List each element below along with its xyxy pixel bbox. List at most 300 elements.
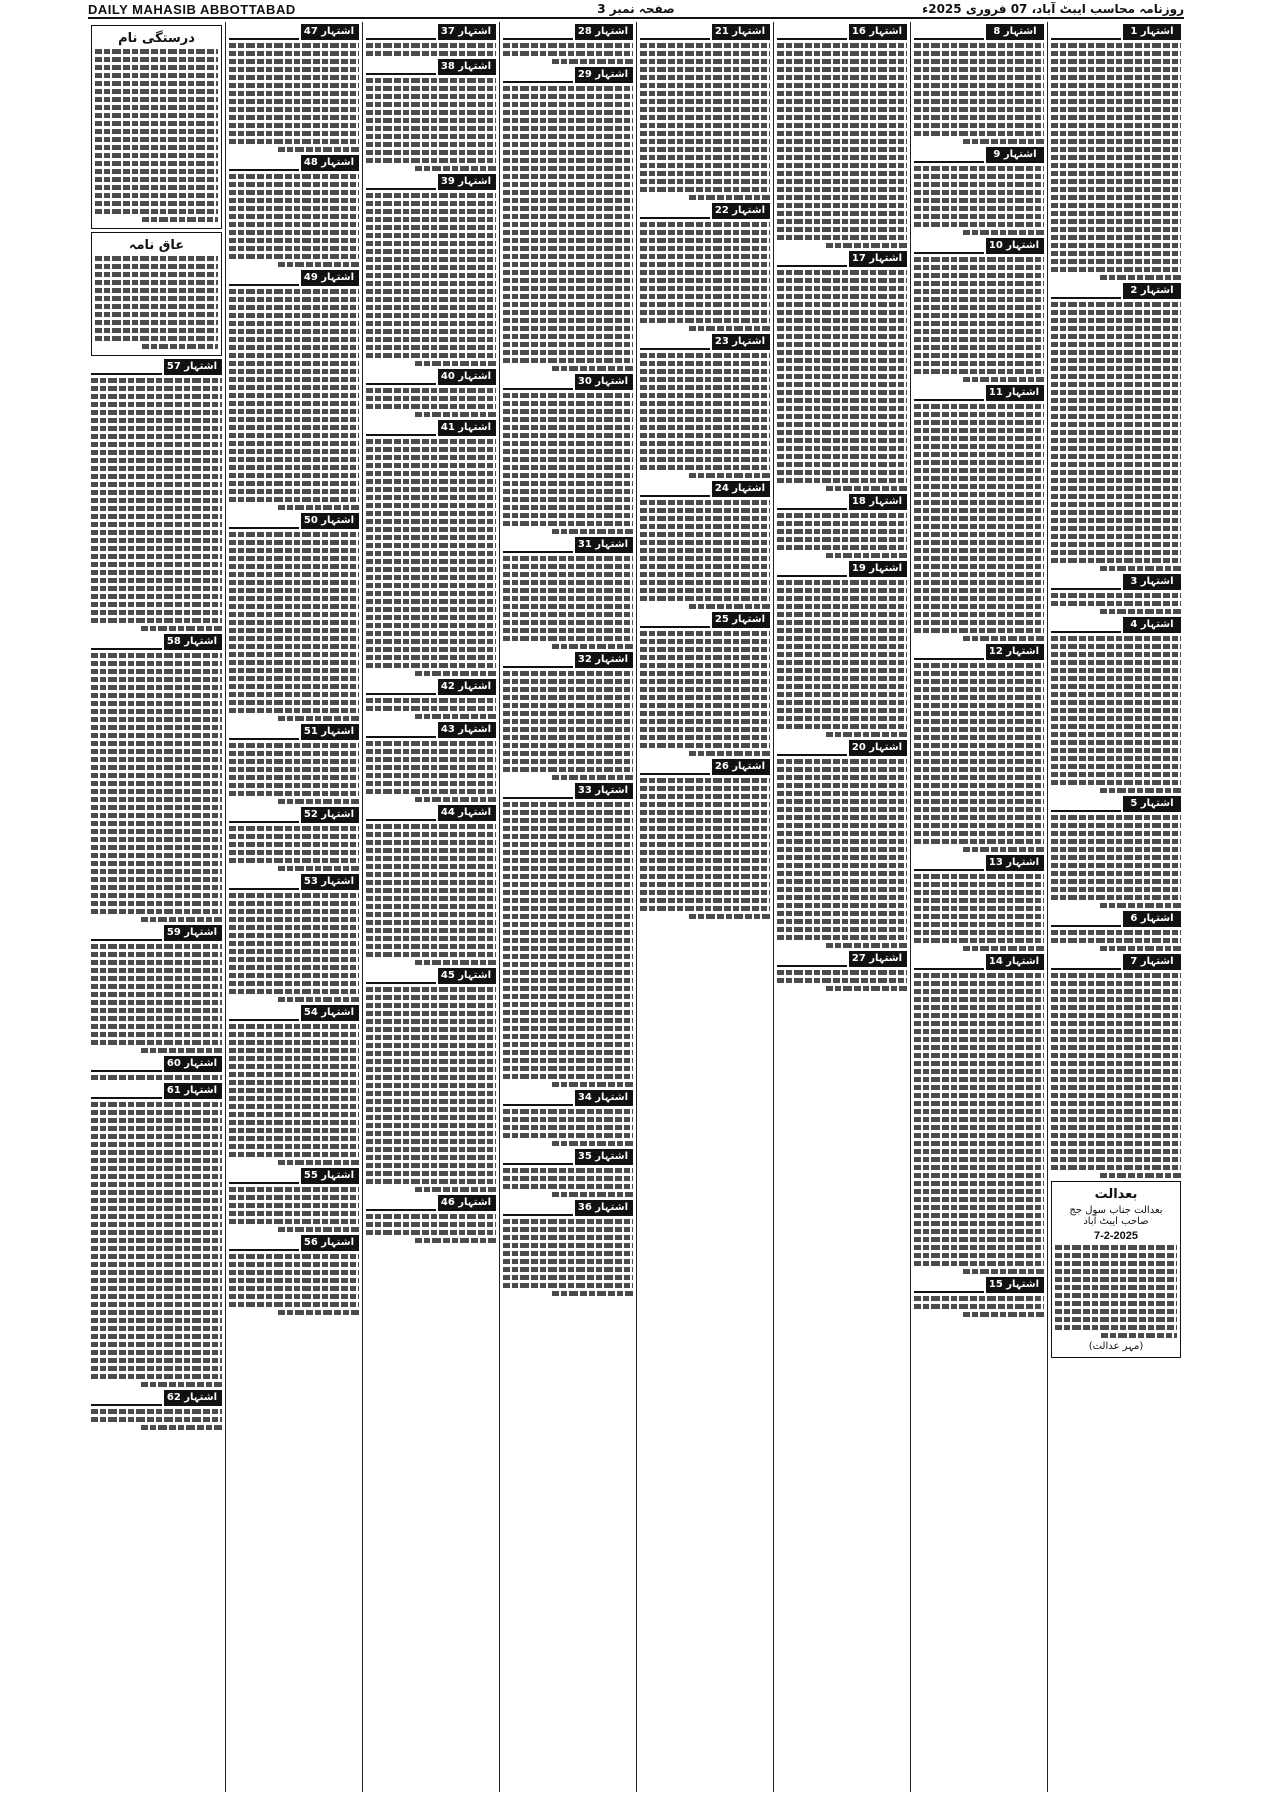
header-rule (503, 67, 573, 83)
text-line (91, 757, 222, 762)
text-line (503, 310, 633, 315)
text-line (1051, 740, 1181, 745)
text-line (1055, 1285, 1177, 1290)
header-rule (914, 147, 984, 163)
text-line (91, 893, 222, 898)
text-line (1051, 1045, 1181, 1050)
ad-number-label: اشتہار 37 (438, 24, 496, 40)
ad-notice (777, 740, 907, 948)
text-line (1051, 1093, 1181, 1098)
text-line (229, 652, 359, 657)
text-line (777, 970, 907, 975)
text-line (777, 318, 907, 323)
text-line (914, 807, 1044, 812)
text-line (91, 474, 222, 479)
text-line (777, 759, 907, 764)
ad-notice-header (914, 147, 1044, 163)
header-rule (1051, 954, 1121, 970)
text-line (91, 685, 222, 690)
ad-number-label: اشتہار 27 (849, 951, 907, 967)
text-line (1051, 708, 1181, 713)
text-line (91, 813, 222, 818)
text-line (229, 139, 359, 144)
text-line (777, 438, 907, 443)
text-line (503, 671, 633, 676)
ad-notice-header (366, 420, 496, 436)
text-line (1051, 326, 1181, 331)
text-line (229, 660, 359, 665)
text-line (91, 1206, 222, 1211)
ad-notice-header (914, 1277, 1044, 1293)
text-line (777, 342, 907, 347)
text-line (914, 997, 1044, 1002)
ad-number-label: اشتہار 15 (986, 1277, 1044, 1293)
text-line (91, 805, 222, 810)
ad-notice-header (229, 874, 359, 890)
text-line (777, 83, 907, 88)
text-line (689, 604, 770, 609)
text-line (914, 1205, 1044, 1210)
text-line (777, 195, 907, 200)
text-line (91, 402, 222, 407)
text-line (366, 856, 496, 861)
text-line (640, 187, 770, 192)
text-line (1051, 219, 1181, 224)
text-line (503, 866, 633, 871)
ad-notice-header (229, 270, 359, 286)
ad-notice (366, 1195, 496, 1243)
text-line (229, 361, 359, 366)
text-line (91, 1294, 222, 1299)
text-line (1055, 1309, 1177, 1314)
text-line (914, 973, 1044, 978)
text-line (91, 1238, 222, 1243)
text-line (503, 230, 633, 235)
text-line (229, 1278, 359, 1283)
text-line (366, 321, 496, 326)
text-line (229, 174, 359, 179)
text-line (229, 305, 359, 310)
text-line (229, 489, 359, 494)
text-line (229, 548, 359, 553)
text-line (1051, 510, 1181, 515)
text-line (229, 949, 359, 954)
text-line (914, 257, 1044, 262)
text-line (91, 442, 222, 447)
text-line (689, 195, 770, 200)
ad-number-label: اشتہار 8 (986, 24, 1044, 40)
text-line (777, 668, 907, 673)
text-line (826, 732, 907, 737)
ad-notice-header (914, 385, 1044, 401)
text-line (914, 564, 1044, 569)
ad-notice (91, 359, 222, 631)
text-line (1051, 518, 1181, 523)
text-line (914, 1213, 1044, 1218)
text-line (1051, 1149, 1181, 1154)
ad-number-label: اشتہار 21 (712, 24, 770, 40)
text-line (640, 906, 770, 911)
text-line (640, 318, 770, 323)
text-line (503, 278, 633, 283)
text-line (777, 588, 907, 593)
text-line (229, 596, 359, 601)
text-line (777, 51, 907, 56)
text-line (91, 594, 222, 599)
text-line (640, 433, 770, 438)
text-line (91, 829, 222, 834)
text-line (91, 1366, 222, 1371)
text-line (777, 59, 907, 64)
text-line (777, 716, 907, 721)
text-line (95, 328, 218, 333)
text-line (366, 126, 496, 131)
ad-notice (366, 174, 496, 366)
text-line (278, 866, 359, 871)
column-8 (88, 22, 225, 1792)
text-line (366, 944, 496, 949)
text-line (366, 749, 496, 754)
text-line (503, 612, 633, 617)
text-line (503, 978, 633, 983)
text-line (1051, 366, 1181, 371)
text-line (1051, 406, 1181, 411)
ad-notice (640, 24, 770, 200)
text-line (503, 441, 633, 446)
text-line (503, 858, 633, 863)
text-line (91, 1358, 222, 1363)
text-line (1051, 211, 1181, 216)
text-line (1051, 534, 1181, 539)
text-line (1051, 83, 1181, 88)
text-line (1051, 930, 1181, 935)
text-line (91, 538, 222, 543)
text-line (366, 1019, 496, 1024)
ad-notice (503, 1090, 633, 1146)
text-line (1055, 1301, 1177, 1306)
text-line (503, 481, 633, 486)
text-line (1051, 251, 1181, 256)
text-line (1051, 839, 1181, 844)
header-rule (1051, 911, 1121, 927)
text-line (640, 465, 770, 470)
text-line (278, 505, 359, 510)
text-line (229, 297, 359, 302)
text-line (914, 1109, 1044, 1114)
text-line (366, 86, 496, 91)
text-line (91, 1150, 222, 1155)
text-line (503, 1010, 633, 1015)
text-line (503, 270, 633, 275)
text-line (914, 1157, 1044, 1162)
ad-notice-header (503, 783, 633, 799)
ad-notice (777, 251, 907, 491)
text-line (777, 911, 907, 916)
text-line (914, 468, 1044, 473)
text-line (1055, 1245, 1177, 1250)
text-line (229, 377, 359, 382)
text-line (503, 1133, 633, 1138)
text-line (640, 778, 770, 783)
text-line (229, 1144, 359, 1149)
text-line (91, 1024, 222, 1029)
text-line (914, 1069, 1044, 1074)
text-line (1051, 1069, 1181, 1074)
text-line (914, 831, 1044, 836)
text-line (777, 123, 907, 128)
ad-notice-header (366, 174, 496, 190)
column-5 (499, 22, 636, 1792)
text-line (1051, 1029, 1181, 1034)
text-line (640, 163, 770, 168)
text-line (777, 414, 907, 419)
ad-number-label: اشتہار 45 (438, 968, 496, 984)
text-line (914, 1221, 1044, 1226)
text-line (503, 238, 633, 243)
ad-notice-header (229, 724, 359, 740)
text-line (91, 1350, 222, 1355)
text-line (503, 158, 633, 163)
text-line (640, 850, 770, 855)
text-line (503, 401, 633, 406)
text-line (229, 1032, 359, 1037)
text-line (91, 466, 222, 471)
text-line (640, 83, 770, 88)
text-line (366, 265, 496, 270)
text-line (503, 759, 633, 764)
text-line (366, 663, 496, 668)
text-line (229, 1187, 359, 1192)
text-line (1055, 1253, 1177, 1258)
text-line (366, 1091, 496, 1096)
text-line (1051, 550, 1181, 555)
text-line (366, 329, 496, 334)
date-line: روزنامہ محاسب ایبٹ آباد، 07 فروری 2025ء (922, 2, 1184, 16)
ad-notice-header (229, 1235, 359, 1251)
text-line (229, 1152, 359, 1157)
text-line (777, 115, 907, 120)
ad-notice-header (640, 334, 770, 350)
ad-notice-header (229, 513, 359, 529)
text-line (366, 928, 496, 933)
text-line (91, 386, 222, 391)
ad-notice (1051, 24, 1181, 280)
text-line (366, 503, 496, 508)
ad-number-label: اشتہار 9 (986, 147, 1044, 163)
text-line (1051, 502, 1181, 507)
text-line (229, 417, 359, 422)
text-line (777, 203, 907, 208)
text-line (91, 741, 222, 746)
text-line (95, 73, 218, 78)
text-line (91, 1278, 222, 1283)
text-line (914, 436, 1044, 441)
text-line (229, 1056, 359, 1061)
text-line (366, 1139, 496, 1144)
text-line (366, 639, 496, 644)
ad-notice (640, 612, 770, 756)
text-line (366, 479, 496, 484)
ad-number-label: اشتہار 24 (712, 481, 770, 497)
text-line (1051, 1061, 1181, 1066)
column-2 (910, 22, 1047, 1792)
header-rule (914, 855, 984, 871)
boxed-notice (91, 232, 222, 356)
column-3 (773, 22, 910, 1792)
text-line (640, 425, 770, 430)
text-line (826, 943, 907, 948)
text-line (1051, 430, 1181, 435)
text-line (503, 134, 633, 139)
text-line (777, 823, 907, 828)
ad-notice (503, 783, 633, 1087)
text-line (640, 131, 770, 136)
text-line (229, 238, 359, 243)
text-line (1051, 863, 1181, 868)
ad-notice (777, 951, 907, 991)
text-line (1051, 724, 1181, 729)
boxed-notice-seal: (مہر عدالت) (1088, 1341, 1144, 1352)
text-line (503, 1267, 633, 1272)
text-line (366, 832, 496, 837)
text-line (91, 1222, 222, 1227)
ad-notice (366, 968, 496, 1192)
text-line (229, 353, 359, 358)
text-line (91, 1326, 222, 1331)
text-line (229, 751, 359, 756)
header-rule (777, 561, 847, 577)
text-line (1051, 1077, 1181, 1082)
text-line (95, 161, 218, 166)
text-line (640, 302, 770, 307)
text-line (95, 89, 218, 94)
text-line (366, 615, 496, 620)
text-line (640, 524, 770, 529)
text-line (640, 743, 770, 748)
text-line (777, 775, 907, 780)
text-line (91, 853, 222, 858)
text-line (640, 874, 770, 879)
text-line (914, 313, 1044, 318)
ad-notice-header (366, 805, 496, 821)
ad-notice (640, 334, 770, 478)
text-line (777, 163, 907, 168)
ad-number-label: اشتہار 40 (438, 369, 496, 385)
text-line (777, 513, 907, 518)
text-line (91, 1174, 222, 1179)
text-line (366, 1035, 496, 1040)
ad-number-label: اشتہار 55 (301, 1168, 359, 1184)
text-line (777, 67, 907, 72)
text-line (914, 190, 1044, 195)
ad-number-label: اشتہار 42 (438, 679, 496, 695)
text-line (95, 113, 218, 118)
text-line (1051, 668, 1181, 673)
ad-notice-header (91, 1083, 222, 1099)
ad-notice (229, 1235, 359, 1315)
ad-number-label: اشتہار 28 (575, 24, 633, 40)
text-line (229, 131, 359, 136)
text-line (777, 676, 907, 681)
text-line (366, 439, 496, 444)
text-line (91, 1182, 222, 1187)
ad-number-label: اشتہار 46 (438, 1195, 496, 1211)
text-line (503, 182, 633, 187)
header-rule (503, 783, 573, 799)
text-line (229, 1294, 359, 1299)
text-line (503, 970, 633, 975)
ad-number-label: اشتہار 35 (575, 1149, 633, 1165)
text-line (1051, 700, 1181, 705)
text-line (503, 719, 633, 724)
text-line (914, 1237, 1044, 1242)
text-line (777, 211, 907, 216)
ad-notice-header (640, 759, 770, 775)
ad-number-label: اشتہار 11 (986, 385, 1044, 401)
text-line (91, 618, 222, 623)
text-line (914, 890, 1044, 895)
text-line (1051, 676, 1181, 681)
text-line (91, 530, 222, 535)
text-line (1051, 871, 1181, 876)
text-line (640, 711, 770, 716)
text-line (142, 217, 218, 222)
text-line (503, 326, 633, 331)
header-rule (91, 1390, 162, 1406)
text-line (914, 198, 1044, 203)
text-line (91, 1142, 222, 1147)
text-line (91, 909, 222, 914)
text-line (141, 1048, 222, 1053)
text-line (503, 628, 633, 633)
text-line (503, 318, 633, 323)
text-line (1051, 179, 1181, 184)
text-line (95, 304, 218, 309)
text-line (503, 433, 633, 438)
header-rule (229, 1005, 299, 1021)
text-line (914, 1149, 1044, 1154)
text-line (914, 1053, 1044, 1058)
ad-notice-header (503, 652, 633, 668)
ad-notice-header (503, 537, 633, 553)
text-line (366, 698, 496, 703)
text-line (503, 43, 633, 48)
text-line (914, 1261, 1044, 1266)
text-line (689, 326, 770, 331)
text-line (914, 1296, 1044, 1301)
text-line (640, 735, 770, 740)
text-line (503, 214, 633, 219)
text-line (95, 288, 218, 293)
text-line (777, 270, 907, 275)
text-line (503, 198, 633, 203)
text-line (1055, 1317, 1177, 1322)
text-line (914, 524, 1044, 529)
text-line (1055, 1269, 1177, 1274)
text-line (1051, 748, 1181, 753)
text-line (503, 1058, 633, 1063)
text-line (914, 612, 1044, 617)
ad-notice (229, 24, 359, 152)
text-line (1051, 772, 1181, 777)
header-rule (91, 359, 162, 375)
text-line (777, 799, 907, 804)
ad-notice (914, 238, 1044, 382)
text-line (640, 75, 770, 80)
text-line (552, 644, 633, 649)
ad-number-label: اشتہار 10 (986, 238, 1044, 254)
text-line (366, 94, 496, 99)
